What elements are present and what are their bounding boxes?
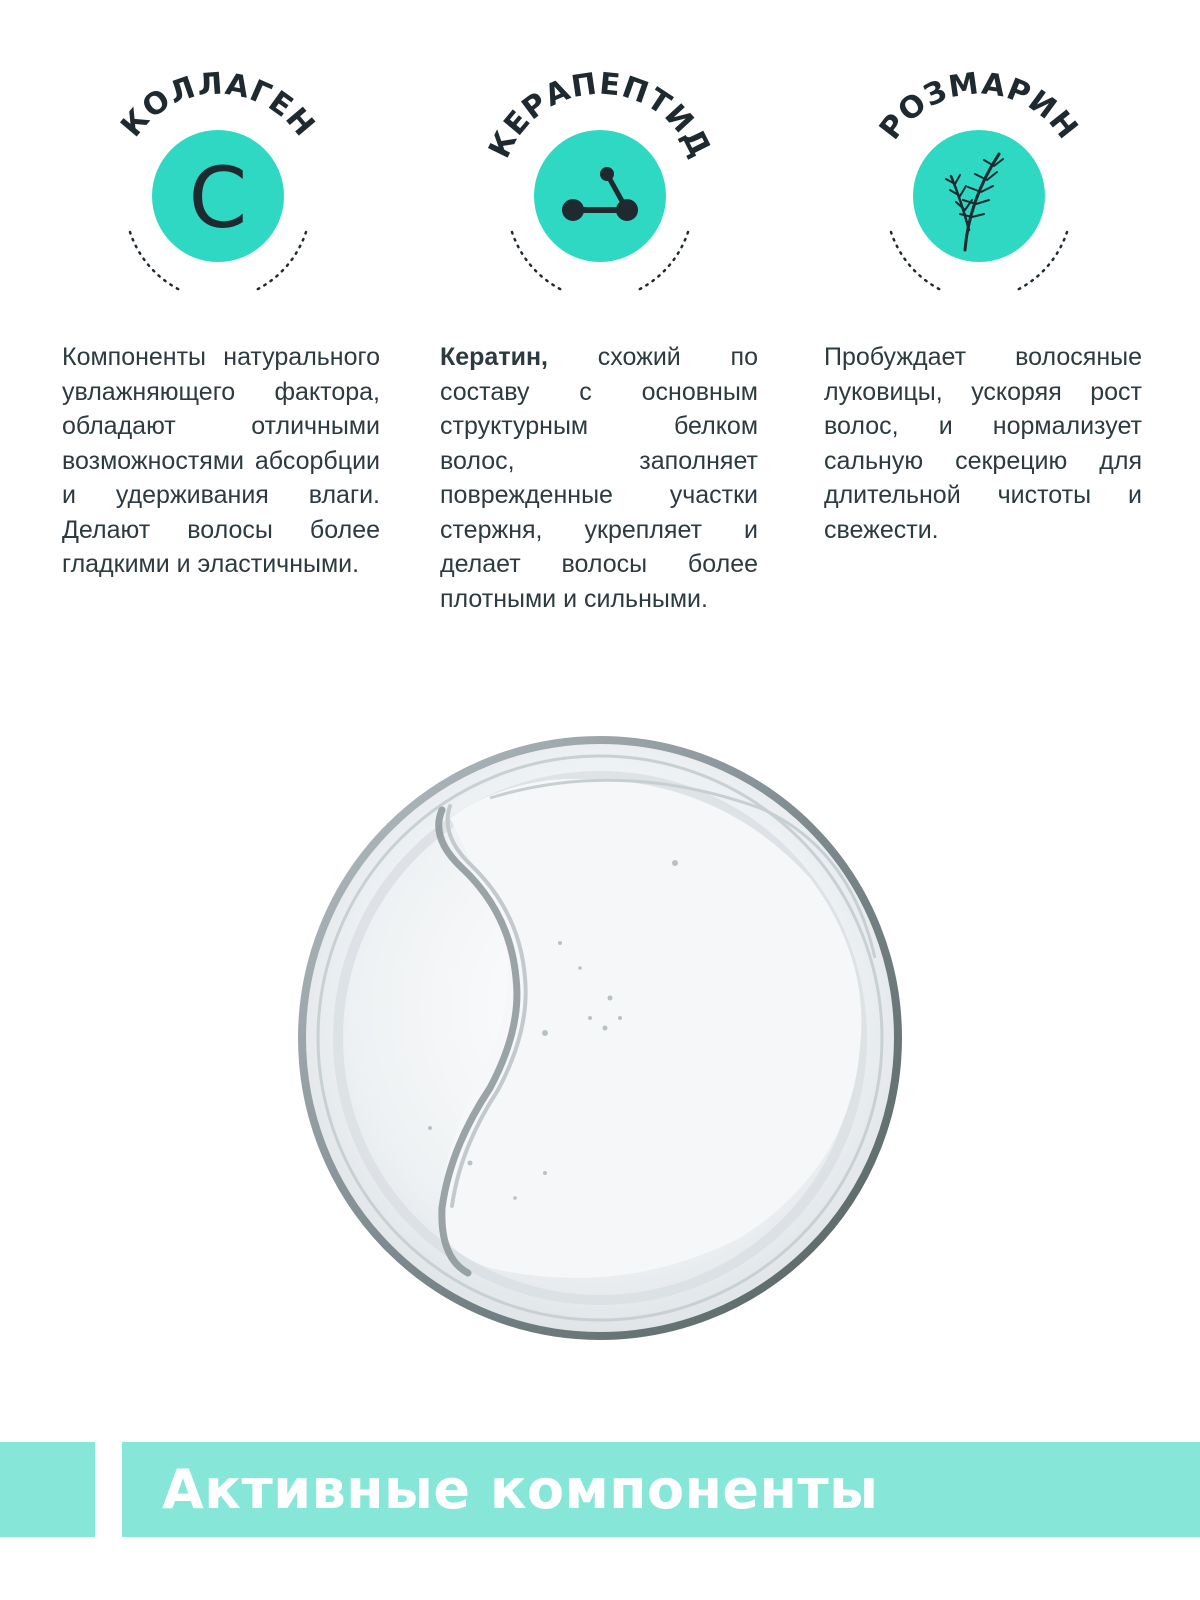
banner-accent-block [0,1442,95,1537]
petri-dish-gel-icon [290,728,910,1348]
badge-collagen [58,66,378,310]
badge-title-rosemary: РОЗМАРИН [872,66,1086,147]
badge-circle [534,130,666,262]
kerapeptide-description [440,340,758,616]
rosemary-description [824,340,1142,547]
rosemary-description-text: Пробуждает волосяные луковицы, ускоряя рост волос, и нормализует сальную секрецию для длительной чистоты и свежести. [824,343,1142,544]
kerapeptide-description-text: схожий по составу с основным структурным белком волос, заполняет поврежденные участки стержня, укрепляет и делает волосы более плотными и сильными. [440,343,758,613]
collagen-description-text: Компоненты натурального увлажняющего фактора, обладают отличными возможностями абсорбции и удерживания влаги. Делают волосы более гладкими и эластичными. [62,343,380,578]
badge-rosemary [819,66,1139,310]
badge-title-collagen: КОЛЛАГЕН [114,66,322,144]
badge-title-kerapeptide: КЕРАПЕПТИД [482,66,718,164]
keratin-lead: Кератин, [440,343,548,371]
badge-kerapeptide [440,66,760,310]
letter-c-icon: C [188,149,248,247]
badge-circle [913,130,1045,262]
banner-title: Активные компоненты [162,1458,879,1521]
collagen-description [62,340,380,582]
